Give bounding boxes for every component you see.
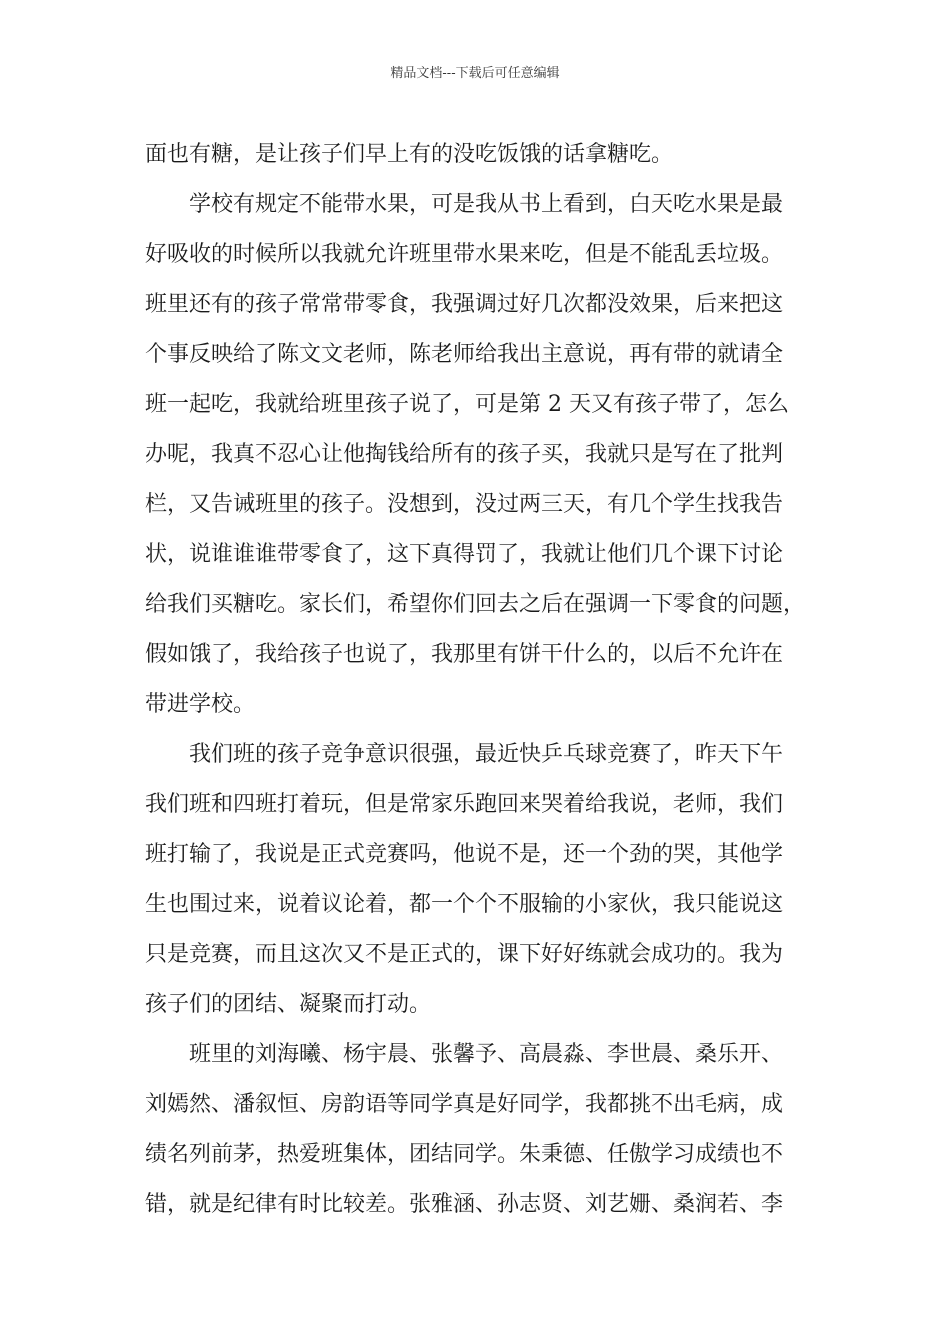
text-line: 我们班和四班打着玩，但是常家乐跑回来哭着给我说，老师，我们 [145,792,784,817]
paragraph [145,130,825,180]
text-line: 错，就是纪律有时比较差。张雅涵、孙志贤、刘艺姗、桑润若、李 [145,1192,784,1217]
text-line: 只是竞赛，而且这次又不是正式的，课下好好练就会成功的。我为 [145,942,784,967]
text-line: 生也围过来，说着议论着，都一个个不服输的小家伙，我只能说这 [145,892,784,917]
text-line: 栏，又告诫班里的孩子。没想到，没过两三天，有几个学生找我告 [145,492,784,517]
text-line: 办呢，我真不忍心让他掏钱给所有的孩子买，我就只是写在了批判 [145,442,784,467]
text-line: 班一起吃，我就给班里孩子说了，可是第 2 天又有孩子带了，怎么 [145,392,789,417]
text-line: 带进学校。 [145,692,256,717]
text-line: 孩子们的团结、凝聚而打动。 [145,992,432,1017]
text-line: 状，说谁谁谁带零食了，这下真得罚了，我就让他们几个课下讨论 [145,542,784,567]
text-line: 我们班的孩子竞争意识很强，最近快乒乓球竞赛了，昨天下午 [189,742,784,767]
text-line: 个事反映给了陈文文老师，陈老师给我出主意说，再有带的就请全 [145,342,784,367]
text-line: 班里还有的孩子常常带零食，我强调过好几次都没效果，后来把这 [145,292,784,317]
page-header: 精品文档---下载后可任意编辑 [390,66,560,81]
text-line: 好吸收的时候所以我就允许班里带水果来吃，但是不能乱丢垃圾。 [145,242,784,267]
text-line: 绩名列前茅，热爱班集体，团结同学。朱秉德、任傲学习成绩也不 [145,1142,784,1167]
text-line: 面也有糖，是让孩子们早上有的没吃饭饿的话拿糖吃。 [145,142,674,167]
text-line: 刘嫣然、潘叙恒、房韵语等同学真是好同学，我都挑不出毛病，成 [145,1092,784,1117]
text-line: 假如饿了，我给孩子也说了，我那里有饼干什么的，以后不允许在 [145,642,784,667]
paragraph [145,1030,825,1230]
document-body [145,130,825,1230]
text-line: 班打输了，我说是正式竞赛吗，他说不是，还一个劲的哭，其他学 [145,842,784,867]
text-line: 学校有规定不能带水果，可是我从书上看到，白天吃水果是最 [189,192,784,217]
text-line: 给我们买糖吃。家长们，希望你们回去之后在强调一下零食的问题， [145,592,806,617]
text-line: 班里的刘海曦、杨宇晨、张馨予、高晨淼、李世晨、桑乐开、 [189,1042,784,1067]
paragraph [145,180,825,730]
paragraph [145,730,825,1030]
